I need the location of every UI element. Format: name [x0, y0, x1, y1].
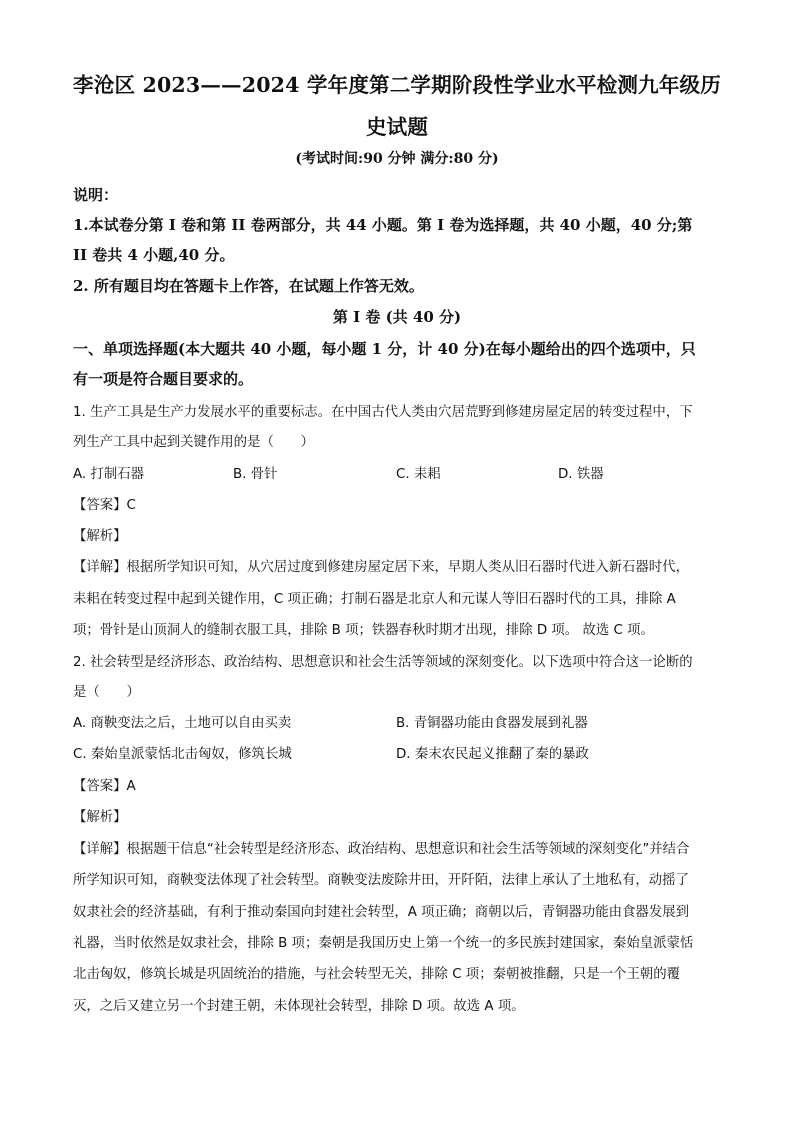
- q1-analysis-label: 【解析】: [73, 529, 127, 544]
- q1-option-d: D. 铁器: [558, 467, 604, 482]
- q2-stem-line2: 是（ ）: [73, 685, 140, 700]
- section-heading: 第 I 卷 (共 40 分): [332, 308, 462, 326]
- q1-answer: 【答案】C: [73, 498, 136, 513]
- q2-detail-line4: 礼器，当时依然是奴隶社会，排除 B 项；秦朝是我国历史上第一个统一的多民族封建国家，秦始皇派蒙恬: [73, 936, 694, 951]
- q1-option-a: A. 打制石器: [73, 467, 144, 482]
- q2-detail-line2: 所学知识可知，商鞅变法体现了社会转型。商鞅变法废除井田，开阡陌，法律上承认了土地私有，动摇了: [73, 873, 689, 888]
- q2-analysis-label: 【解析】: [73, 810, 127, 825]
- instruction-line1: 一、单项选择题(本大题共 40 小题，每小题 1 分，计 40 分)在每小题给出的四个选项中，只: [73, 340, 696, 358]
- q2-detail-line5: 北击匈奴，修筑长城是巩固统治的措施，与社会转型无关，排除 C 项；秦朝被推翻，只是一个王朝的覆: [73, 967, 681, 982]
- q1-option-c: C. 耒耜: [396, 467, 441, 482]
- instruction-line2: 有一项是符合题目要求的。: [73, 370, 254, 388]
- q2-answer: 【答案】A: [73, 779, 136, 794]
- q1-stem-line2: 列生产工具中起到关键作用的是（ ）: [73, 435, 315, 450]
- note-2: 2. 所有题目均在答题卡上作答，在试题上作答无效。: [73, 277, 424, 295]
- exam-subtitle: (考试时间:90 分钟 满分:80 分): [295, 151, 499, 167]
- q1-stem-line1: 1. 生产工具是生产力发展水平的重要标志。在中国古代人类由穴居荒野到修建房屋定居的转变过程中，下: [73, 405, 693, 420]
- exam-title-line2: 史试题: [365, 115, 429, 139]
- q1-detail-line2: 耒耜在转变过程中起到关键作用，C 项正确；打制石器是北京人和元谋人等旧石器时代的工具，排除 A: [73, 592, 676, 607]
- q1-detail-line3: 项；骨针是山顶洞人的缝制衣服工具，排除 B 项；铁器春秋时期才出现，排除 D 项。 故选 C 项。: [73, 623, 654, 638]
- q2-detail-line3: 奴隶社会的经济基础，有利于推动秦国向封建社会转型，A 项正确；商朝以后，青铜器功能由食器发展到: [73, 905, 689, 920]
- q2-option-a: A. 商鞅变法之后，土地可以自由买卖: [73, 716, 292, 731]
- q2-option-b: B. 青铜器功能由食器发展到礼器: [396, 716, 588, 731]
- q2-detail-line6: 灭，之后又建立另一个封建王朝，未体现社会转型，排除 D 项。故选 A 项。: [73, 999, 525, 1014]
- q2-option-d: D. 秦末农民起义推翻了秦的暴政: [396, 747, 589, 762]
- note-1-line1: 1.本试卷分第 I 卷和第 II 卷两部分，共 44 小题。第 I 卷为选择题，共 40 小题，40 分;第: [73, 216, 693, 234]
- q1-option-b: B. 骨针: [233, 467, 278, 482]
- q2-detail-line1: 【详解】根据题干信息“社会转型是经济形态、政治结构、思想意识和社会生活等领域的深刻变化”并结合: [73, 842, 690, 857]
- note-1-line2: II 卷共 4 小题,40 分。: [73, 246, 235, 264]
- q2-stem-line1: 2. 社会转型是经济形态、政治结构、思想意识和社会生活等领域的深刻变化。以下选项中符合这一论断的: [73, 655, 693, 670]
- exam-title-line1: 李沧区 2023——2024 学年度第二学期阶段性学业水平检测九年级历: [73, 73, 721, 97]
- q1-detail-line1: 【详解】根据所学知识可知，从穴居过度到修建房屋定居下来，早期人类从旧石器时代进入新石器时代，: [73, 560, 689, 575]
- notes-heading: 说明：: [73, 186, 119, 204]
- q2-option-c: C. 秦始皇派蒙恬北击匈奴，修筑长城: [73, 747, 292, 762]
